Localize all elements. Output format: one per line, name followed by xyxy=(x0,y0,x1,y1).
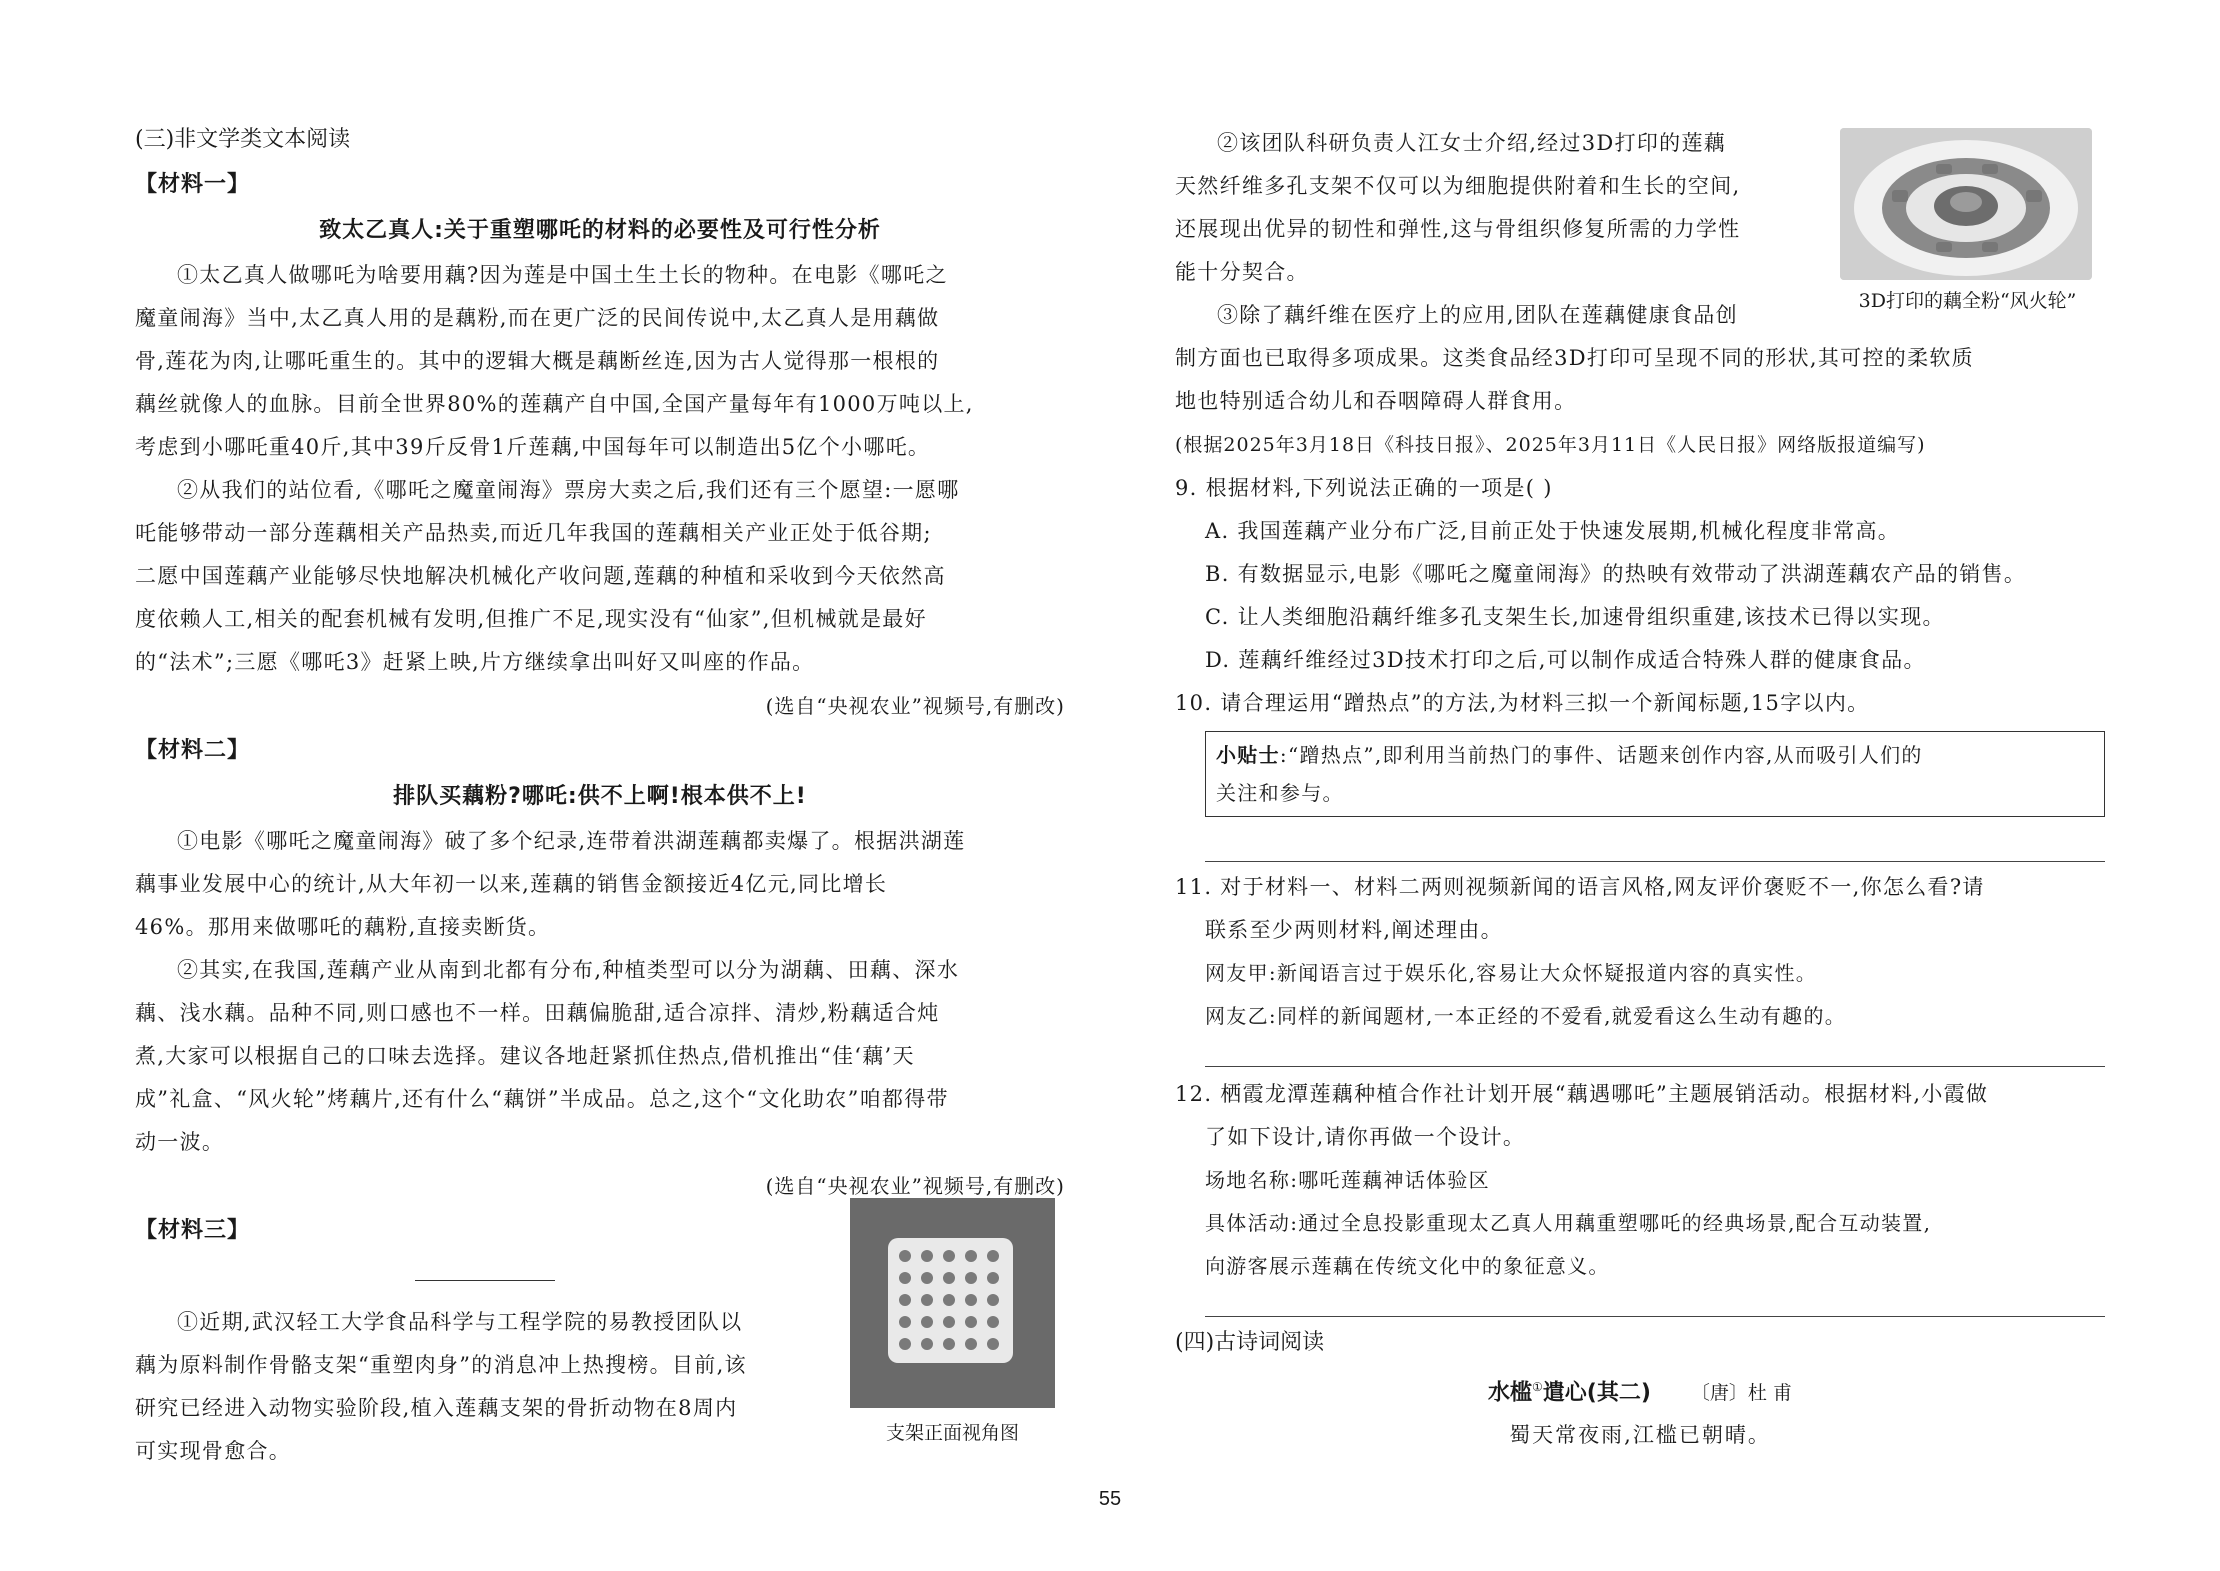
text-line: 动一波。 xyxy=(135,1130,225,1154)
text-line: 藕、浅水藕。品种不同,则口感也不一样。田藕偏脆甜,适合凉拌、清炒,粉藕适合炖 xyxy=(135,1001,940,1025)
q11-stem: 11. 对于材料一、材料二两则视频新闻的语言风格,网友评价褒贬不一,你怎么看?请 xyxy=(1175,875,1985,899)
material2-title: 排队买藕粉?哪吒:供不上啊!根本供不上! xyxy=(393,784,807,809)
text-line: 地也特别适合幼儿和吞咽障碍人群食用。 xyxy=(1175,389,1577,413)
text-line: 的“法术”;三愿《哪吒3》赶紧上映,片方继续拿出叫好又叫座的作品。 xyxy=(135,650,815,674)
q12-activity: 具体活动:通过全息投影重现太乙真人用藕重塑哪吒的经典场景,配合互动装置, xyxy=(1205,1211,1932,1235)
page-number: 55 xyxy=(1098,1488,1122,1510)
text-line: ②其实,在我国,莲藕产业从南到北都有分布,种植类型可以分为湖藕、田藕、深水 xyxy=(177,958,960,982)
tip-text: 关注和参与。 xyxy=(1216,781,1344,805)
short-rule xyxy=(415,1280,555,1281)
fire-wheel-photo xyxy=(1840,128,2092,280)
material1-title: 致太乙真人:关于重塑哪吒的材料的必要性及可行性分析 xyxy=(319,218,881,243)
text-line: 藕事业发展中心的统计,从大年初一以来,莲藕的销售金额接近4亿元,同比增长 xyxy=(135,872,888,896)
material2-source: (选自“央视农业”视频号,有删改) xyxy=(765,1174,1065,1198)
material3-source: (根据2025年3月18日《科技日报》、2025年3月11日《人民日报》网络版报道编写) xyxy=(1175,434,1926,456)
scaffold-caption: 支架正面视角图 xyxy=(885,1422,1019,1444)
q11-answer-line[interactable] xyxy=(1205,1066,2105,1067)
text-line: 能十分契合。 xyxy=(1175,260,1309,284)
text-line: ③除了藕纤维在医疗上的应用,团队在莲藕健康食品创 xyxy=(1217,303,1738,327)
text-line: 还展现出优异的韧性和弹性,这与骨组织修复所需的力学性 xyxy=(1175,217,1741,241)
text-line: ②该团队科研负责人江女士介绍,经过3D打印的莲藕 xyxy=(1217,131,1727,155)
material2-label: 【材料二】 xyxy=(135,738,251,763)
netizen-b: 网友乙:同样的新闻题材,一本正经的不爱看,就爱看这么生动有趣的。 xyxy=(1205,1004,1847,1028)
text-line: 度依赖人工,相关的配套机械有发明,但推广不足,现实没有“仙家”,但机械就是最好 xyxy=(135,607,927,631)
answer-space xyxy=(1175,823,2105,861)
material3-label: 【材料三】 xyxy=(135,1218,251,1243)
q9-option-b[interactable]: B. 有数据显示,电影《哪吒之魔童闹海》的热映有效带动了洪湖莲藕农产品的销售。 xyxy=(1205,562,2027,586)
text-line: 可实现骨愈合。 xyxy=(135,1439,292,1463)
tip-box xyxy=(1205,731,2105,817)
fire-wheel-caption: 3D打印的藕全粉“风火轮” xyxy=(1858,290,2077,312)
q12-activity: 向游客展示莲藕在传统文化中的象征意义。 xyxy=(1205,1254,1610,1278)
text-line: 考虑到小哪吒重40斤,其中39斤反骨1斤莲藕,中国每年可以制造出5亿个小哪吒。 xyxy=(135,435,931,459)
tip-title: 小贴士 xyxy=(1216,743,1280,767)
text-line: ②从我们的站位看,《哪吒之魔童闹海》票房大卖之后,我们还有三个愿望:一愿哪 xyxy=(177,478,960,502)
text-line: 煮,大家可以根据自己的口味去选择。建议各地赶紧抓住热点,借机推出“佳‘藕’天 xyxy=(135,1044,915,1068)
q11-stem: 联系至少两则材料,阐述理由。 xyxy=(1205,918,1503,942)
text-line: 魔童闹海》当中,太乙真人用的是藕粉,而在更广泛的民间传说中,太乙真人是用藕做 xyxy=(135,306,940,330)
text-line: ①近期,武汉轻工大学食品科学与工程学院的易教授团队以 xyxy=(177,1310,743,1334)
text-line: 藕为原料制作骨骼支架“重塑肉身”的消息冲上热搜榜。目前,该 xyxy=(135,1353,747,1377)
q12-stem: 了如下设计,请你再做一个设计。 xyxy=(1205,1125,1526,1149)
q9-stem: 9. 根据材料,下列说法正确的一项是( ) xyxy=(1175,476,1553,500)
section-heading: (三)非文学类文本阅读 xyxy=(135,127,351,152)
q12-answer-line[interactable] xyxy=(1205,1316,2105,1317)
text-line: 藕丝就像人的血脉。目前全世界80%的莲藕产自中国,全国产量每年有1000万吨以上, xyxy=(135,392,974,416)
text-line: 46%。那用来做哪吒的藕粉,直接卖断货。 xyxy=(135,915,551,939)
text-line: 骨,莲花为肉,让哪吒重生的。其中的逻辑大概是藕断丝连,因为古人觉得那一根根的 xyxy=(135,349,940,373)
material1-label: 【材料一】 xyxy=(135,172,251,197)
section4-heading: (四)古诗词阅读 xyxy=(1175,1330,1325,1355)
text-line: ①太乙真人做哪吒为啥要用藕?因为莲是中国土生土长的物种。在电影《哪吒之 xyxy=(177,263,948,287)
scaffold-image xyxy=(850,1198,1055,1408)
fire-wheel-image xyxy=(1840,128,2092,280)
q12-venue: 场地名称:哪吒莲藕神话体验区 xyxy=(1205,1168,1490,1192)
poem-title-rest: 遣心(其二) xyxy=(1542,1380,1651,1406)
poem-author: 〔唐〕杜 甫 xyxy=(1690,1382,1792,1405)
material1-source: (选自“央视农业”视频号,有删改) xyxy=(765,694,1065,718)
right-column xyxy=(1175,122,2105,1455)
text-line: 成”礼盒、“风火轮”烤藕片,还有什么“藕饼”半成品。总之,这个“文化助农”咱都得带 xyxy=(135,1087,949,1111)
netizen-a: 网友甲:新闻语言过于娱乐化,容易让大众怀疑报道内容的真实性。 xyxy=(1205,961,1818,985)
poem-title-line xyxy=(1175,1365,2105,1415)
tip-text: :“蹭热点”,即利用当前热门的事件、话题来创作内容,从而吸引人们的 xyxy=(1279,743,1923,767)
q10-answer-line[interactable] xyxy=(1205,861,2105,862)
text-line: 二愿中国莲藕产业能够尽快地解决机械化产收问题,莲藕的种植和采收到今天依然高 xyxy=(135,564,946,588)
text-line: 制方面也已取得多项成果。这类食品经3D打印可呈现不同的形状,其可控的柔软质 xyxy=(1175,346,1974,370)
q12-stem: 12. 栖霞龙潭莲藕种植合作社计划开展“藕遇哪吒”主题展销活动。根据材料,小霞做 xyxy=(1175,1082,1989,1106)
q9-option-a[interactable]: A. 我国莲藕产业分布广泛,目前正处于快速发展期,机械化程度非常高。 xyxy=(1205,519,1901,543)
text-line: 研究已经进入动物实验阶段,植入莲藕支架的骨折动物在8周内 xyxy=(135,1396,738,1420)
answer-space xyxy=(1175,1038,2105,1066)
q10-stem: 10. 请合理运用“蹭热点”的方法,为材料三拟一个新闻标题,15字以内。 xyxy=(1175,691,1870,715)
scaffold-photo xyxy=(850,1198,1055,1408)
answer-space xyxy=(1175,1288,2105,1316)
poem-title: 水槛 xyxy=(1488,1380,1533,1406)
text-line: ①电影《哪吒之魔童闹海》破了多个纪录,连带着洪湖莲藕都卖爆了。根据洪湖莲 xyxy=(177,829,966,853)
text-line: 吒能够带动一部分莲藕相关产品热卖,而近几年我国的莲藕相关产业正处于低谷期; xyxy=(135,521,932,545)
footnote-marker: ① xyxy=(1532,1380,1543,1394)
q9-option-d[interactable]: D. 莲藕纤维经过3D技术打印之后,可以制作成适合特殊人群的健康食品。 xyxy=(1205,648,1926,672)
q9-option-c[interactable]: C. 让人类细胞沿藕纤维多孔支架生长,加速骨组织重建,该技术已得以实现。 xyxy=(1205,605,1945,629)
text-line: 天然纤维多孔支架不仅可以为细胞提供附着和生长的空间, xyxy=(1175,174,1741,198)
poem-line: 蜀天常夜雨,江槛已朝晴。 xyxy=(1509,1423,1771,1448)
